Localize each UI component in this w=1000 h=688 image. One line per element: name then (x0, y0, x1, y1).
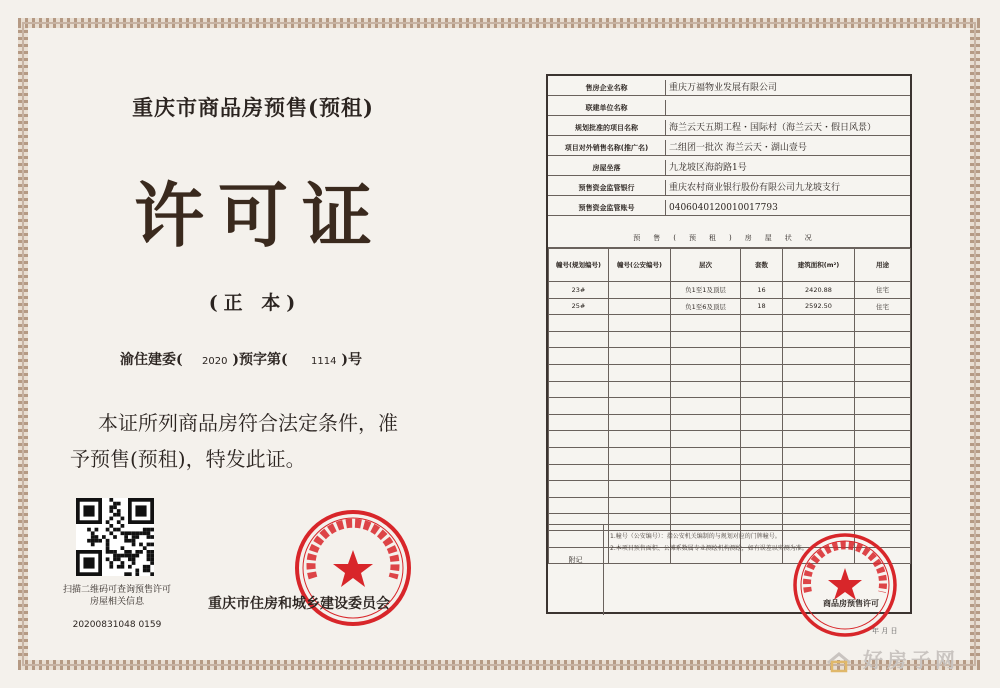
copy-type: (正 本) (208, 292, 302, 314)
table-row-empty (549, 398, 911, 415)
body-line-2: 予预售(预租)，特发此证。 (70, 447, 306, 471)
table-cell (855, 431, 911, 448)
table-row-empty (549, 315, 911, 332)
table-cell (783, 398, 855, 415)
info-value (669, 100, 909, 116)
table-cell (741, 398, 783, 415)
table-cell (549, 398, 609, 415)
body-line-1: 本证所列商品房符合法定条件，准 (98, 411, 398, 435)
presale-table (548, 248, 911, 564)
table-row-empty (549, 497, 911, 514)
table-cell (609, 447, 671, 464)
col-header-use: 用途 (855, 249, 911, 282)
table-row-empty (549, 414, 911, 431)
table-cell (741, 447, 783, 464)
permit-number-line (120, 349, 450, 369)
col-header-police-no: 幢号(公安编号) (609, 249, 671, 282)
table-cell: 负1至1及顶层 (671, 282, 741, 299)
note-1: 1.幢号（公安编号）：指公安机关编制的与规划对应的门牌幢号。 (610, 533, 781, 540)
info-row (548, 120, 910, 136)
table-cell (609, 315, 671, 332)
table-row-empty (549, 481, 911, 498)
table-cell (549, 315, 609, 332)
table-cell (741, 381, 783, 398)
table-cell (741, 497, 783, 514)
info-label: 房屋坐落 (548, 160, 666, 176)
certificate-body (70, 405, 450, 477)
table-cell (741, 464, 783, 481)
table-cell (783, 315, 855, 332)
table-cell (783, 481, 855, 498)
note-2: 2.本项目预售面积、公摊系数属专业测绘机构测绘，如有误差以实测为准。 (610, 545, 808, 552)
info-row (548, 100, 910, 116)
table-cell (783, 331, 855, 348)
table-cell: 23# (549, 282, 609, 299)
table-cell (549, 331, 609, 348)
table-cell (741, 364, 783, 381)
table-cell (609, 364, 671, 381)
info-row (548, 160, 910, 176)
stamp-caption: 商品房预售许可 (823, 599, 879, 608)
table-cell (855, 447, 911, 464)
info-row (548, 80, 910, 96)
table-cell (609, 431, 671, 448)
table-cell (549, 497, 609, 514)
info-value: 重庆农村商业银行股份有限公司九龙坡支行 (669, 183, 841, 193)
table-cell (671, 381, 741, 398)
col-header-area: 建筑面积(m²) (783, 249, 855, 282)
table-cell (783, 464, 855, 481)
table-cell (609, 298, 671, 315)
table-cell (855, 348, 911, 365)
info-value: 0406040120010017793 (669, 203, 778, 213)
table-row-empty (549, 447, 911, 464)
table-row-empty (549, 431, 911, 448)
table-cell (671, 348, 741, 365)
info-value: 重庆万福物业发展有限公司 (669, 83, 778, 93)
table-row-empty (549, 464, 911, 481)
watermark (826, 644, 976, 674)
table-cell (855, 315, 911, 332)
permit-number: 1114 (311, 356, 337, 367)
permit-year: 2020 (202, 356, 228, 367)
table-cell (741, 481, 783, 498)
info-label: 项目对外销售名称(推广名) (548, 140, 666, 156)
table-cell: 负1至6及顶层 (671, 298, 741, 315)
table-cell (671, 497, 741, 514)
col-header-units: 套数 (741, 249, 783, 282)
table-cell: 2592.50 (783, 298, 855, 315)
table-cell (783, 447, 855, 464)
permit-prefix: 渝住建委( (120, 352, 183, 368)
table-row (549, 298, 911, 315)
watermark-text: 好房子网 (862, 648, 959, 672)
table-cell (609, 414, 671, 431)
certificate-title: 重庆市商品房预售(预租) (132, 95, 374, 120)
table-cell (549, 464, 609, 481)
table-cell (741, 414, 783, 431)
table-row-empty (549, 348, 911, 365)
table-cell (855, 331, 911, 348)
table-cell (549, 364, 609, 381)
table-cell (609, 348, 671, 365)
table-cell: 住宅 (855, 282, 911, 299)
notes-label: 附记 (548, 525, 604, 615)
table-cell (549, 447, 609, 464)
table-cell (741, 431, 783, 448)
table-cell (855, 381, 911, 398)
info-row (548, 200, 910, 216)
info-label: 联建单位名称 (548, 100, 666, 116)
table-header-row (549, 249, 911, 282)
table-cell (549, 381, 609, 398)
table-cell (783, 497, 855, 514)
info-label: 预售资金监管账号 (548, 200, 666, 216)
permit-suffix: )号 (341, 352, 362, 368)
info-value: 二组团一批次 海兰云天・湖山壹号 (669, 143, 807, 153)
info-value: 海兰云天五期工程・国际村（海兰云天・假日风景） (669, 123, 877, 133)
table-cell (671, 431, 741, 448)
table-row-empty (549, 381, 911, 398)
table-cell: 25# (549, 298, 609, 315)
table-cell (609, 381, 671, 398)
table-cell: 住宅 (855, 298, 911, 315)
issue-date: 年 月 日 (872, 627, 898, 635)
table-cell (549, 414, 609, 431)
table-cell (609, 481, 671, 498)
col-header-plan-no: 幢号(规划编号) (549, 249, 609, 282)
table-cell (855, 481, 911, 498)
col-header-floors: 层次 (671, 249, 741, 282)
table-cell (609, 282, 671, 299)
table-cell (609, 398, 671, 415)
table-cell (783, 364, 855, 381)
table-cell (855, 414, 911, 431)
info-value: 九龙坡区海韵路1号 (669, 163, 747, 173)
presale-section-title: 预售(预租)房屋状况 (548, 228, 910, 248)
table-cell (741, 348, 783, 365)
table-cell (855, 464, 911, 481)
table-row-empty (549, 331, 911, 348)
table-cell: 16 (741, 282, 783, 299)
qr-serial-number: 20200831048 0159 (72, 620, 162, 630)
info-label: 售房企业名称 (548, 80, 666, 96)
certificate-big-title: 许可证 (134, 174, 386, 257)
table-cell (855, 497, 911, 514)
table-cell (783, 381, 855, 398)
table-cell (741, 315, 783, 332)
table-cell (549, 348, 609, 365)
table-cell (671, 447, 741, 464)
table-cell (671, 364, 741, 381)
table-cell (671, 315, 741, 332)
permit-mid: )预字第( (232, 352, 288, 368)
table-cell (855, 398, 911, 415)
presale-seal-icon (790, 530, 900, 640)
info-label: 预售资金监管银行 (548, 180, 666, 196)
table-cell (549, 481, 609, 498)
table-cell: 18 (741, 298, 783, 315)
table-cell (783, 348, 855, 365)
table-cell (671, 331, 741, 348)
issuing-authority: 重庆市住房和城乡建设委员会 (208, 596, 390, 612)
table-cell (671, 464, 741, 481)
table-cell (609, 464, 671, 481)
table-cell (855, 364, 911, 381)
house-logo-icon (826, 651, 852, 673)
table-cell (609, 331, 671, 348)
table-cell (671, 481, 741, 498)
table-cell (783, 431, 855, 448)
table-cell (609, 497, 671, 514)
table-row-empty (549, 364, 911, 381)
table-cell: 2420.88 (783, 282, 855, 299)
table-cell (671, 414, 741, 431)
qr-code-icon[interactable] (76, 498, 154, 576)
qr-caption: 扫描二维码可查询预售许可房屋相关信息 (62, 585, 171, 607)
info-row (548, 140, 910, 156)
info-row (548, 180, 910, 196)
table-cell (549, 431, 609, 448)
table-row (549, 282, 911, 299)
table-cell (671, 398, 741, 415)
info-label: 规划批准的项目名称 (548, 120, 666, 136)
table-cell (741, 331, 783, 348)
table-cell (783, 414, 855, 431)
